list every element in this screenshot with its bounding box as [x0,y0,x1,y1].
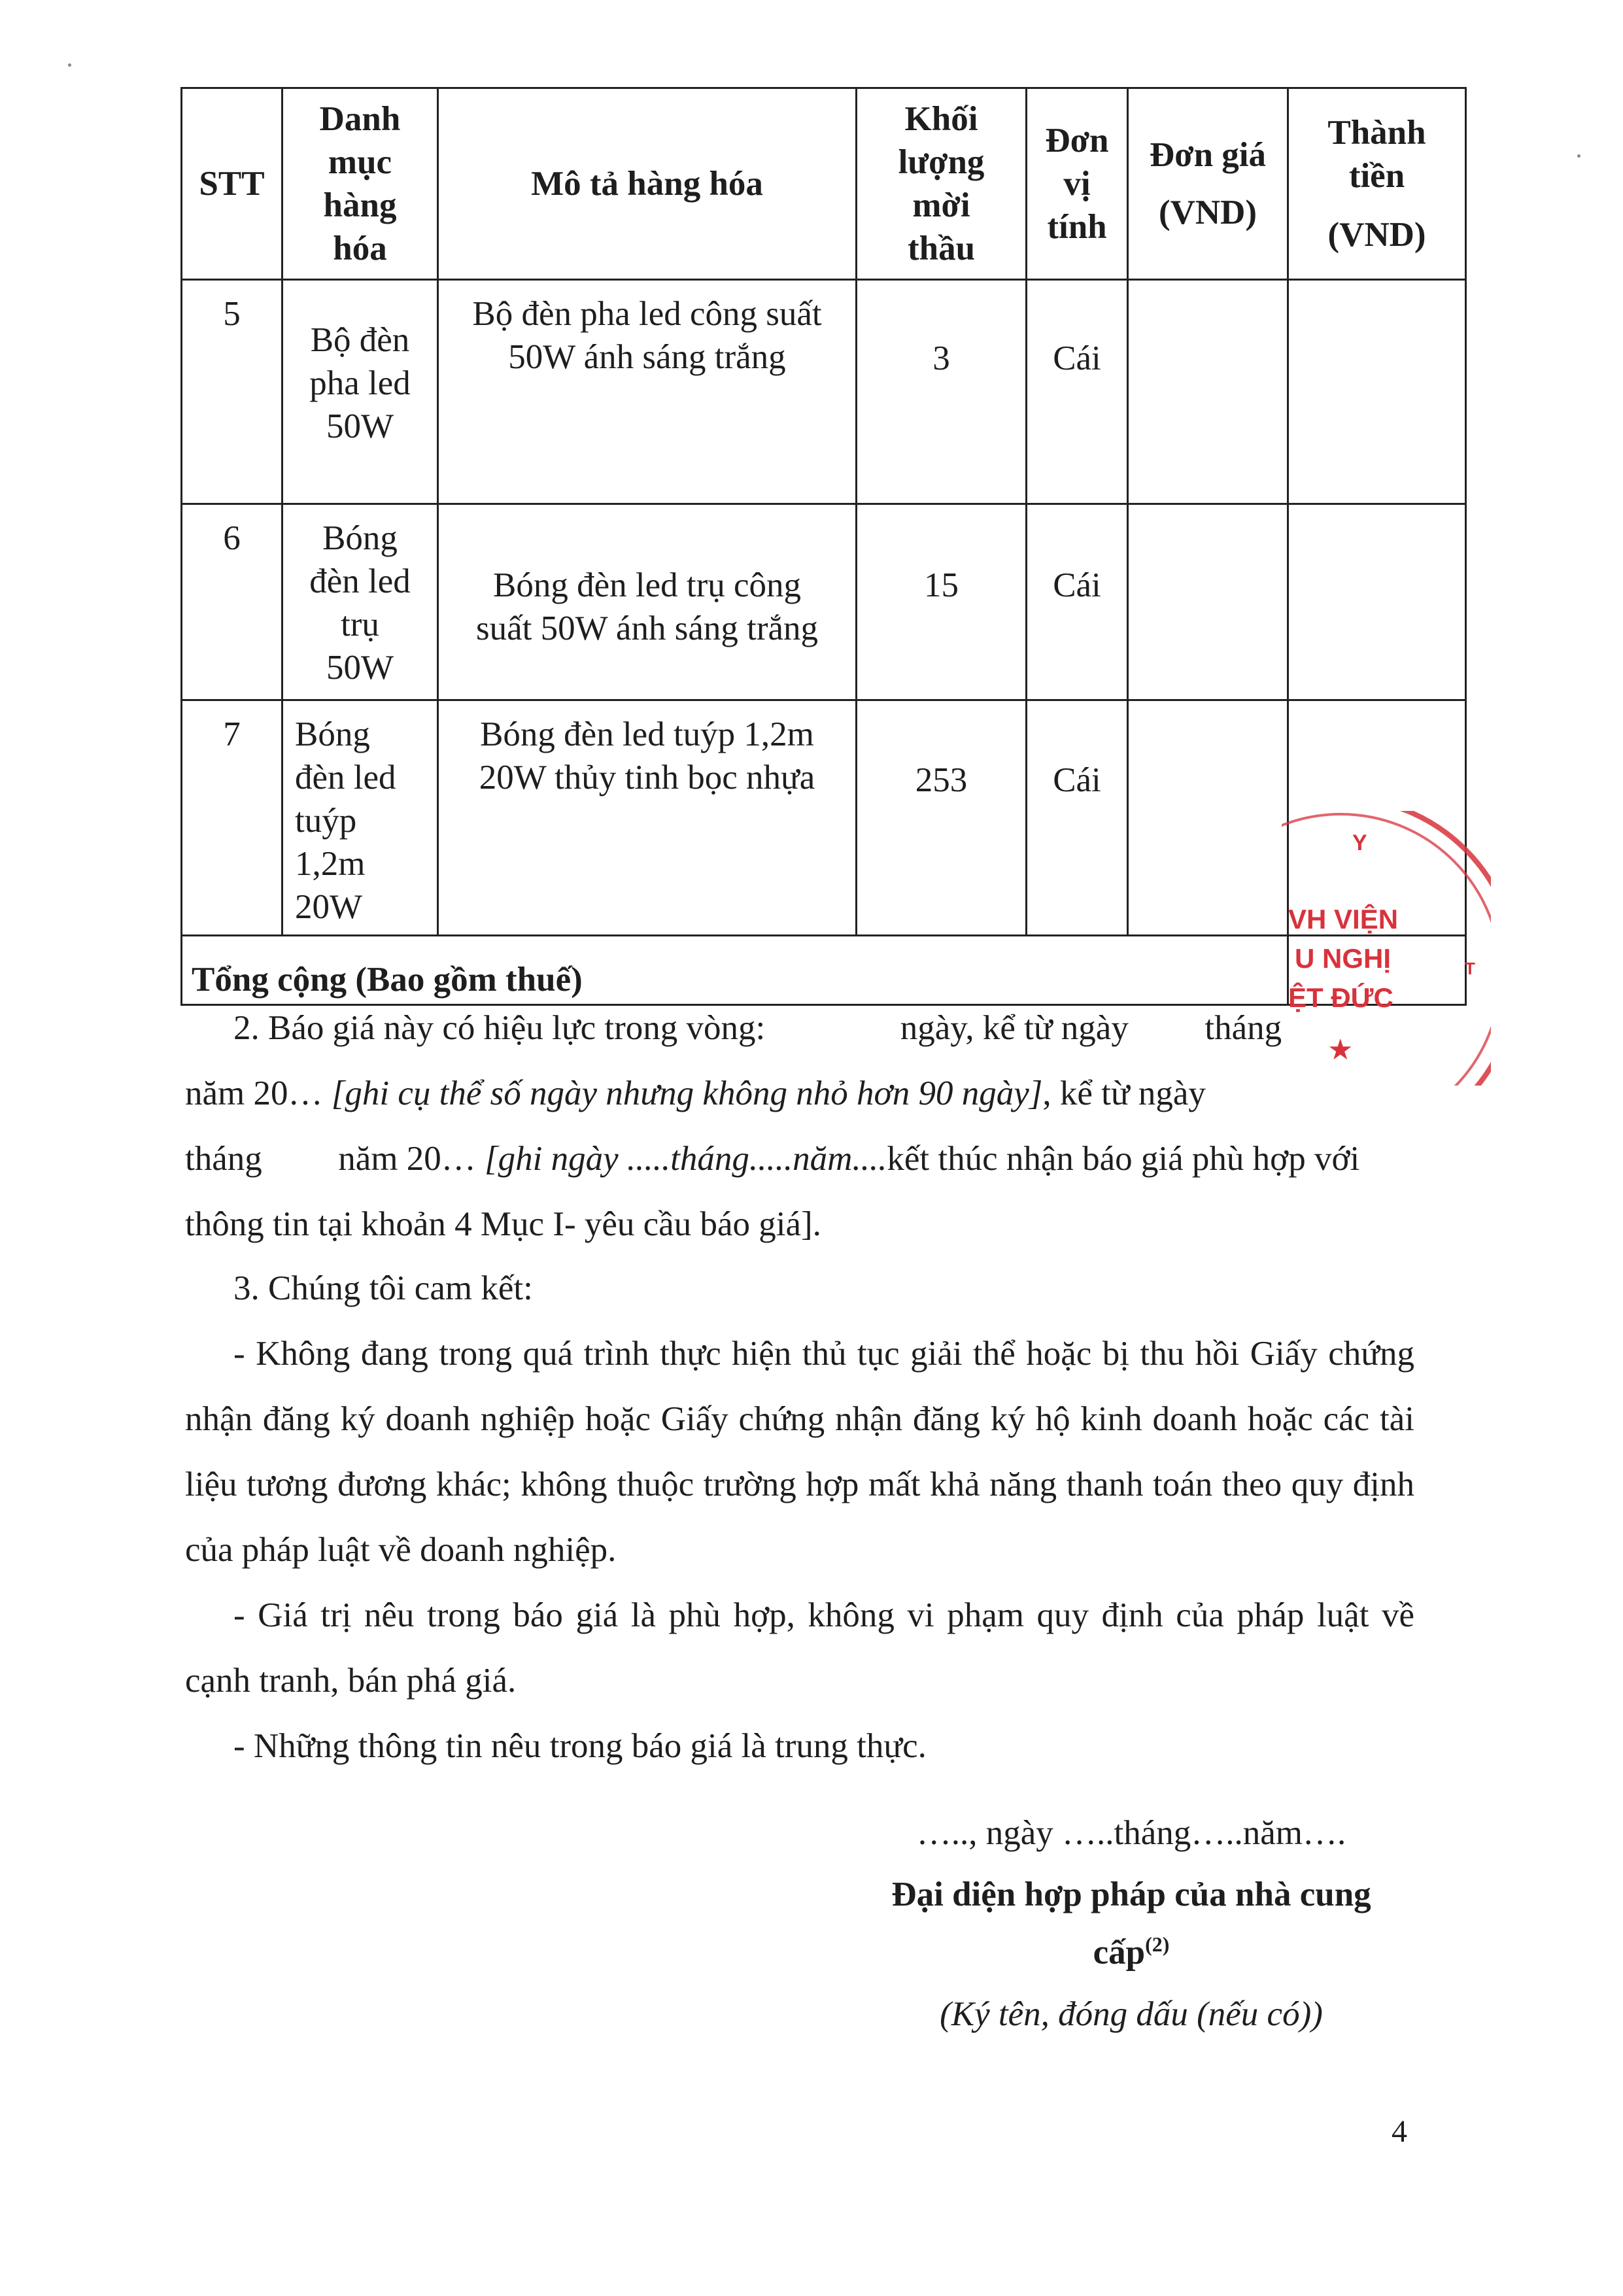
stamp-text-1: Y [1352,831,1367,855]
cell-description [438,700,857,936]
cell-category-line: tuýp [295,802,357,840]
header-unit-price-line: Đơn giá [1149,136,1267,174]
commitment-item-1: - Không đang trong quá trình thực hiện thủ tục giải thể hoặc bị thu hồi Giấy chứng nhận đăng ký doanh nghiệp hoặc Giấy chứng nhận đăng ký hộ kinh doanh hoặc các tài liệu tương đương khác; không thuộc trường hợp mất khả năng thanh toán theo quy định của pháp luật về doanh nghiệp. [185,1335,1414,1569]
stamp-text-side: T [1465,959,1475,978]
cell-quantity: 253 [857,700,1027,936]
year-text-2: năm 20… [338,1140,476,1178]
commitment-item-2: - Giá trị nêu trong báo giá là phù hợp, không vi phạm quy định của pháp luật về cạnh tranh, bán phá giá. [185,1596,1414,1700]
cell-stt: 5 [182,280,282,504]
header-category-line: mục [328,143,392,181]
validity-text: 2. Báo giá này có hiệu lực trong vòng: [233,1009,766,1047]
total-label: Tổng cộng (Bao gồm thuế) [182,936,1288,1005]
signature-title-2 [804,1919,1458,1978]
cell-description-line: Bộ đèn pha led công suất [472,295,822,333]
cell-category-line: 1,2m [295,845,366,883]
cell-category-line: đèn led [309,562,411,600]
cell-category-line: trụ [341,606,379,643]
cell-category-line: 50W [326,407,394,445]
year-text: năm 20… [185,1074,323,1112]
cell-total [1288,280,1466,504]
table-row [182,280,1466,504]
cell-category-line: Bóng [295,715,370,753]
header-unit-price-line: (VND) [1158,194,1257,231]
cell-category-line: 20W [295,888,363,926]
header-total-line: Thành [1327,114,1426,152]
scan-speck [1577,154,1580,158]
header-quantity-line: Khối [904,100,978,138]
cell-total [1288,504,1466,700]
cell-unit-price [1128,504,1288,700]
commitment-item-3: - Những thông tin nêu trong báo giá là trung thực. [233,1727,927,1765]
signature-block [804,1808,1458,2039]
cell-description-line: Bóng đèn led trụ công [492,566,802,604]
date-instruction: [ghi ngày .....tháng.....năm.... [485,1140,887,1178]
cell-unit: Cái [1027,280,1128,504]
validity-paragraph [185,995,1414,1257]
cell-unit: Cái [1027,700,1128,936]
cell-quantity: 3 [857,280,1027,504]
header-category [282,88,438,280]
stamp-text-3: U NGHỊ [1295,943,1391,974]
cell-description-line: suất 50W ánh sáng trắng [475,609,818,647]
cell-category [282,280,438,504]
commitment-heading: 3. Chúng tôi cam kết: [233,1269,533,1307]
validity-line-2 [185,1061,1414,1126]
header-quantity-line: thầu [907,230,976,267]
month-text: tháng [185,1140,262,1178]
header-unit-line: tính [1047,208,1107,246]
table-total-row [182,936,1466,1005]
validity-line-1 [185,995,1414,1061]
header-stt: STT [182,88,282,280]
table-header-row [182,88,1466,280]
cell-category-line: Bóng [322,519,398,557]
header-category-line: Danh [319,100,401,138]
header-category-line: hàng [323,186,397,224]
cell-category-line: Bộ đèn [310,321,410,359]
header-total-line: (VND) [1327,216,1426,254]
validity-month-text: tháng [1204,1009,1282,1047]
header-unit-line: vị [1063,165,1091,203]
cell-stt: 7 [182,700,282,936]
header-total-line: tiền [1348,157,1405,195]
cell-unit-price [1128,700,1288,936]
from-date-text: , kể từ ngày [1042,1074,1206,1112]
cell-category-line: đèn led [295,759,396,797]
cell-category [282,504,438,700]
cell-category-line: 50W [326,649,394,687]
cell-description-line: Bóng đèn led tuýp 1,2m [480,715,814,753]
cell-description-line: 50W ánh sáng trắng [508,338,786,376]
stamp-text-4: ỆT ĐỨC [1288,982,1393,1013]
validity-from-text: ngày, kể từ ngày [900,1009,1129,1047]
cell-description-line: 20W thủy tinh bọc nhựa [479,759,815,797]
header-unit-line: Đơn [1045,122,1109,160]
closing-text: kết thúc nhận báo giá phù hợp với thông tin tại khoản 4 Mục I- yêu cầu báo giá]. [185,1140,1360,1243]
signature-title-word: cấp [1093,1933,1146,1972]
validity-instruction: [ghi cụ thể số ngày nhưng không nhỏ hơn 90 ngày] [331,1074,1043,1112]
cell-description [438,280,857,504]
cell-stt: 6 [182,504,282,700]
header-quantity-line: lượng [898,143,985,181]
header-unit-price [1128,88,1288,280]
header-category-line: hóa [333,230,387,267]
stamp-text-2: VH VIỆN [1288,904,1399,934]
cell-unit: Cái [1027,504,1128,700]
cell-unit-price [1128,280,1288,504]
scan-speck [68,63,71,67]
header-quantity-line: mời [912,186,970,224]
signature-note: (Ký tên, đóng dấu (nếu có)) [940,1995,1323,2033]
validity-line-3 [185,1126,1414,1257]
cell-category [282,700,438,936]
footnote-ref: (2) [1145,1932,1170,1956]
header-unit [1027,88,1128,280]
signature-title: Đại diện hợp pháp của nhà cung [891,1876,1371,1913]
header-quantity [857,88,1027,280]
cell-quantity: 15 [857,504,1027,700]
cell-description [438,504,857,700]
star-icon: ★ [1327,1034,1354,1066]
page-number: 4 [1392,2114,1407,2149]
table-row [182,700,1466,936]
cell-category-line: pha led [309,364,411,402]
header-description: Mô tả hàng hóa [438,88,857,280]
table-row [182,504,1466,700]
signature-date: ….., ngày …..tháng…..năm…. [916,1814,1346,1852]
quotation-table [180,87,1467,1006]
header-total [1288,88,1466,280]
